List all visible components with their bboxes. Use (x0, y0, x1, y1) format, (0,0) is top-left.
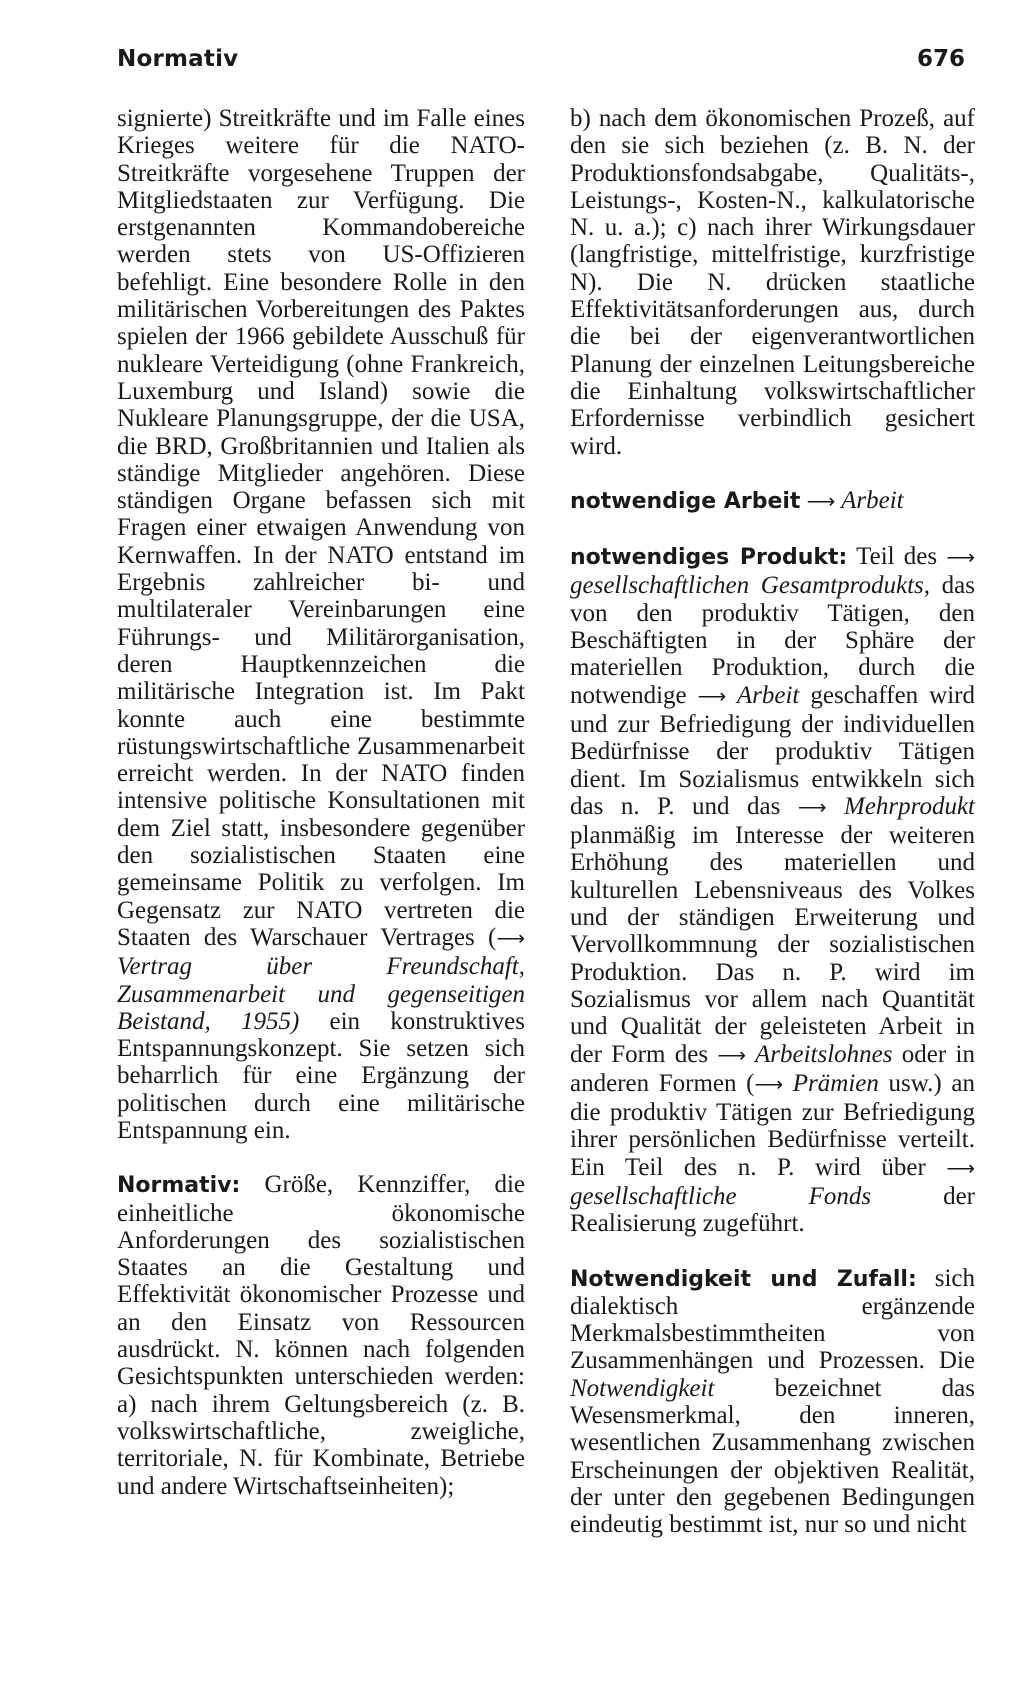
cross-reference: Vertrag über Freundschaft, Zusammenarbeit und gegenseitigen Beistand, 1955) (117, 953, 525, 1035)
body-text: der Realisierung zugeführt. (570, 1182, 975, 1238)
emphasized-term: Notwendigkeit (570, 1374, 715, 1402)
cross-reference: Arbeit (835, 486, 904, 514)
cross-reference: Prämien (783, 1069, 879, 1097)
right-column (570, 105, 975, 1539)
entry-headword: Normativ: (117, 1173, 241, 1199)
entry-headword: notwendiges Produkt: (570, 545, 848, 571)
body-text: b) nach dem ökonomischen Prozeß, auf den sie sich beziehen (z. B. N. der Produktionsfondsabgabe, Qualitäts-, Leistungs-, Kosten-N., kalkulatorische N. u. a.); c) nach ihrer Wirkungsdauer (langfristige, mittelfristige, kurzfristige N). Die N. drücken staatliche Effektivitätsanforderungen aus, durch die bei der eigenverantwortlichen Planung der einzelnen Leitungsbereiche die Einhaltung volkswirtschaftlicher Erfordernisse verbindlich gesichert wird. (570, 105, 975, 460)
body-text: oder in anderen Formen ( (570, 1040, 975, 1097)
body-text: das von den produktiv Tätigen, den Beschäftigten in der Sphäre der materiellen Produktion, durch die notwendige (570, 572, 975, 709)
left-column (117, 105, 525, 1500)
body-text: ein konstruktives Entspannungskonzept. Sie setzen sich beharrlich für eine Ergänzung der politischen durch eine militärische Entspannung ein. (117, 1007, 525, 1144)
entry-notwendigkeit-und-zufall (570, 1265, 975, 1539)
cross-reference-arrow-icon: ⟶ (496, 927, 525, 950)
entry-notwendige-arbeit (570, 487, 975, 516)
body-text: planmäßig im Interesse der weiteren Erhöhung des materiellen und kulturellen Lebensniveaus des Volkes und der ständigen Erweiterung und Vervollkommnung der sozialistischen Produktion. Das n. P. wird im Sozialismus vor allem nach Quantität und Qualität der geleisteten Arbeit in der Form des (570, 822, 975, 1068)
cross-reference: gesellschaftliche Fonds (570, 1182, 872, 1210)
body-text: sich dialektisch ergänzende Merkmalsbestimmtheiten von Zusammenhängen und Prozessen. Die (570, 1264, 975, 1375)
body-text: Teil des (847, 543, 947, 571)
cross-reference-arrow-icon: ⟶ (754, 1073, 784, 1096)
entry-headword: notwendige Arbeit (570, 488, 801, 514)
cross-reference: Arbeit (726, 681, 800, 709)
body-text: Größe, Kennziffer, die einheitliche ökonomische Anforderungen des sozialistischen Staates an die Gestaltung und Effektivität ökonomischer Prozesse und an den Einsatz von Ressourcen ausdrückt. N. können nach folgenden Gesichtspunkten unterschieden werden: a) nach ihrem Geltungsbereich (z. B. volkswirtschaftliche, zweigliche, territoriale, N. für Kombinate, Betriebe und andere Wirtschaftseinheiten); (117, 1171, 525, 1500)
entry-normativ (117, 1171, 525, 1500)
cross-reference: gesellschaftlichen Gesamtprodukts, (570, 572, 930, 600)
cross-reference-arrow-icon: ⟶ (697, 685, 727, 708)
body-text: signierte) Streitkräfte und im Falle eines Krieges weitere für die NATO-Streitkräfte vorgesehene Truppen der Mitgliedstaaten zur Verfügung. Die erstgenannten Kommandobereiche werden stets von US-Offizieren befehligt. Eine besondere Rolle in den militärischen Vorbereitungen des Paktes spielen der 1966 gebildete Ausschuß für nukleare Verteidigung (ohne Frankreich, Luxemburg und Island) sowie die Nukleare Planungsgruppe, der die USA, die BRD, Großbritannien und Italien als ständige Mitglieder angehören. Diese ständigen Organe befassen sich mit Fragen einer etwaigen Anwendung von Kernwaffen. In der NATO entstand im Ergebnis zahlreicher bi- und multilateraler Vereinbarungen eine Führungs- und Militärorganisation, deren Hauptkennzeichen die militärische Integration ist. Im Pakt konnte auch eine bestimmte rüstungswirtschaftliche Zusammenarbeit erreicht werden. In der NATO finden intensive politische Konsultationen mit dem Ziel statt, insbesondere gegenüber den sozialistischen Staaten eine gemeinsame Politik zu verfolgen. Im Gegensatz zur NATO vertreten die Staaten des Warschauer Vertrages ( (117, 105, 525, 951)
page-number: 676 (917, 46, 966, 72)
cross-reference: Mehrprodukt (826, 792, 975, 820)
entry-notwendiges-produkt (570, 543, 975, 1237)
running-head-keyword: Normativ (117, 46, 239, 72)
entry-normativ-continuation (570, 105, 975, 460)
cross-reference-arrow-icon: ⟶ (946, 1157, 975, 1180)
body-text: bezeichnet das Wesensmerkmal, den inneren, wesentlichen Zusammenhang zwischen Erscheinungen der objektiven Realität, der unter den gegebenen Bedingungen eindeutig bestimmt ist, nur so und nicht (570, 1374, 975, 1539)
body-text: usw.) an die produktiv Tätigen zur Befriedigung ihrer persönlichen Bedürfnisse verteilt. Ein Teil des n. P. wird über (570, 1069, 975, 1181)
cross-reference-arrow-icon: ⟶ (806, 490, 836, 513)
entry-nato-continuation (117, 105, 525, 1144)
cross-reference-arrow-icon: ⟶ (946, 547, 975, 570)
cross-reference-arrow-icon: ⟶ (797, 796, 827, 819)
cross-reference-arrow-icon: ⟶ (717, 1044, 747, 1067)
entry-headword: Notwendigkeit und Zufall: (570, 1266, 917, 1292)
cross-reference: Arbeitslohnes (746, 1040, 893, 1068)
body-text: geschaffen wird und zur Befriedigung der individuellen Bedürfnisse der produktiv Tätigen dient. Im Sozialismus entwikkeln sich das n. P. und das (570, 681, 975, 820)
